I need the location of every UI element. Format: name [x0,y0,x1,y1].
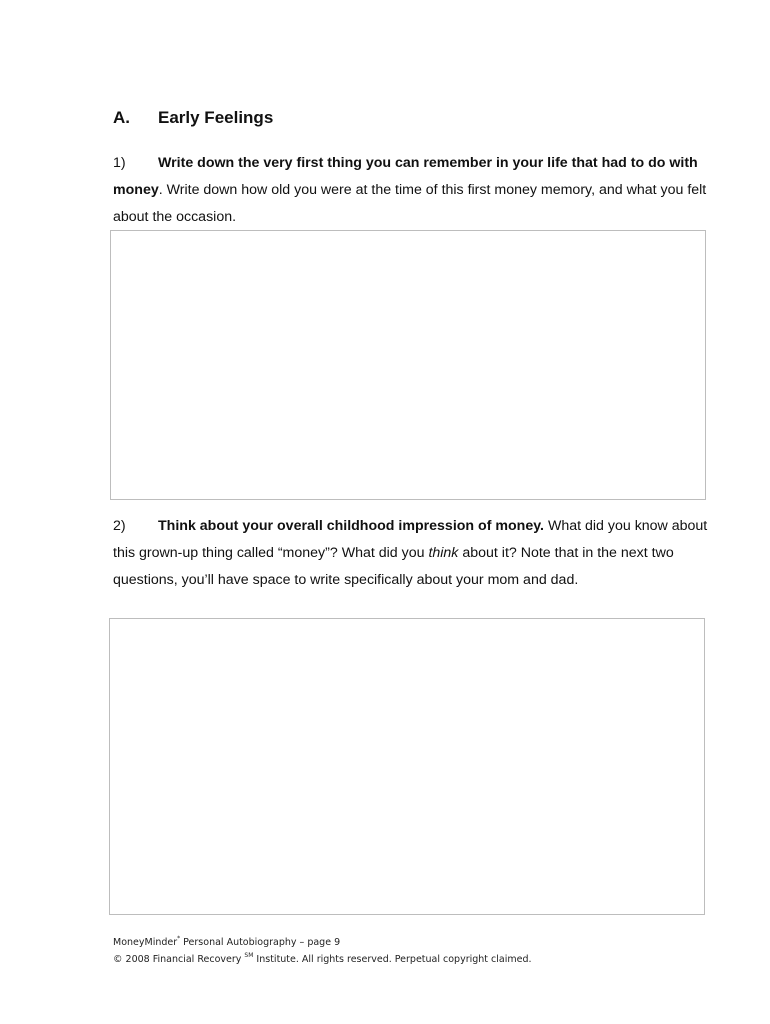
footer-brand-mark: * [177,935,181,942]
section-heading [113,108,273,128]
answer-box-1[interactable] [110,230,706,500]
question-2 [113,513,713,594]
question-2-bold-prompt: Think about your overall childhood impression of money. [158,518,544,534]
question-1 [113,150,713,231]
footer-line-2 [113,949,532,966]
footer-rights: Institute. All rights reserved. Perpetual copyright claimed. [253,954,532,965]
footer-brand: MoneyMinder [113,937,178,948]
question-1-instructions: . Write down how old you were at the time of this first money memory, and what you felt about the occasion. [113,182,707,225]
question-1-bold-prompt: Write down the very first thing you can remember in your life that had to do with money [113,155,698,198]
footer-line-1 [113,932,532,949]
footer-service-mark: SM [244,952,254,959]
page-footer [113,932,532,966]
question-2-number: 2) [113,518,126,534]
question-2-emphasis: think [428,545,459,561]
footer-page-text: Personal Autobiography – page 9 [180,937,341,948]
question-2-instructions-b: about it? Note that in the next two questions, you’ll have space to write specifically about your mom and dad. [113,545,674,588]
answer-box-2[interactable] [109,618,705,915]
section-letter: A. [113,108,130,127]
question-1-number: 1) [113,155,126,171]
footer-copyright: © 2008 Financial Recovery [113,954,245,965]
section-title: Early Feelings [158,108,274,127]
question-2-instructions-a: What did you know about this grown-up thing called “money”? What did you [113,518,708,561]
